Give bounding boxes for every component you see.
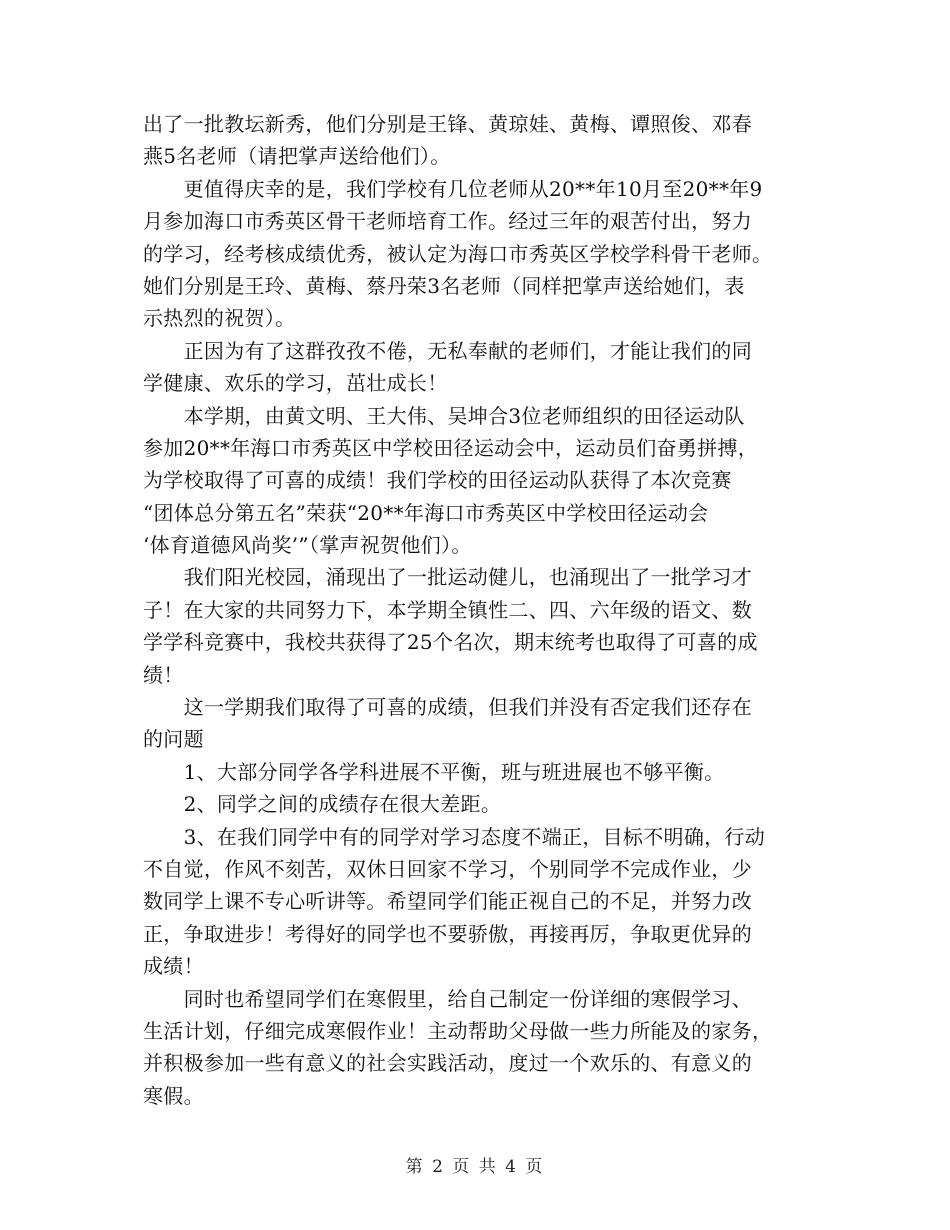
text-line: 成绩！	[143, 954, 204, 979]
text-line: 的学习，经考核成绩优秀，被认定为海口市秀英区学校学科骨干老师。	[143, 241, 773, 266]
text-line: 本学期，由黄文明、王大伟、吴坤合3位老师组织的田径运动队	[143, 403, 745, 428]
text-line: 学健康、欢乐的学习，茁壮成长！	[143, 371, 448, 396]
page-number-footer: 第 2 页 共 4 页	[405, 1157, 545, 1177]
text-line: 为学校取得了可喜的成绩！我们学校的田径运动队获得了本次竞赛	[143, 468, 732, 493]
text-line: 1、大部分同学各学科进展不平衡，班与班进展也不够平衡。	[143, 759, 725, 784]
text-line: 子！在大家的共同努力下，本学期全镇性二、四、六年级的语文、数	[143, 597, 752, 622]
text-line: 不自觉，作风不刻苦，双休日回家不学习，个别同学不完成作业，少	[143, 856, 752, 881]
text-line: 参加20**年海口市秀英区中学校田径运动会中，运动员们奋勇拼搏，	[143, 435, 759, 460]
text-line: ‘体育道德风尚奖’”（掌声祝贺他们）。	[143, 533, 472, 558]
text-line: 她们分别是王玲、黄梅、蔡丹荣3名老师（同样把掌声送给她们，表	[143, 273, 745, 298]
text-line: 数同学上课不专心听讲等。希望同学们能正视自己的不足，并努力改	[143, 889, 752, 914]
text-line: 同时也希望同学们在寒假里，给自己制定一份详细的寒假学习、	[143, 986, 752, 1011]
text-line: “团体总分第五名”荣获“20**年海口市秀英区中学校田径运动会	[143, 500, 709, 525]
text-line: 这一学期我们取得了可喜的成绩，但我们并没有否定我们还存在	[143, 695, 752, 720]
text-line: 的问题	[143, 727, 204, 752]
text-line: 2、同学之间的成绩存在很大差距。	[143, 792, 502, 817]
text-line: 学学科竞赛中，我校共获得了25个名次，期末统考也取得了可喜的成	[143, 630, 758, 655]
text-line: 燕5名老师（请把掌声送给他们）。	[143, 144, 451, 169]
text-line: 生活计划，仔细完成寒假作业！主动帮助父母做一些力所能及的家务，	[143, 1018, 773, 1043]
text-line: 寒假。	[143, 1083, 204, 1108]
text-line: 3、在我们同学中有的同学对学习态度不端正，目标不明确，行动	[143, 824, 766, 849]
text-line: 更值得庆幸的是，我们学校有几位老师从20**年10月至20**年9	[143, 176, 763, 201]
text-line: 绩！	[143, 662, 184, 687]
text-line: 月参加海口市秀英区骨干老师培育工作。经过三年的艰苦付出，努力	[143, 209, 752, 234]
text-line: 并积极参加一些有意义的社会实践活动，度过一个欢乐的、有意义的	[143, 1051, 752, 1076]
text-line: 出了一批教坛新秀，他们分别是王锋、黄琼娃、黄梅、谭照俊、邓春	[143, 112, 752, 136]
text-line: 正因为有了这群孜孜不倦，无私奉献的老师们，才能让我们的同	[143, 338, 752, 363]
document-body	[143, 108, 811, 1112]
text-line: 示热烈的祝贺）。	[143, 306, 296, 331]
text-line: 正，争取进步！考得好的同学也不要骄傲，再接再厉，争取更优异的	[143, 921, 752, 946]
text-line: 我们阳光校园，涌现出了一批运动健儿，也涌现出了一批学习才	[143, 565, 752, 590]
